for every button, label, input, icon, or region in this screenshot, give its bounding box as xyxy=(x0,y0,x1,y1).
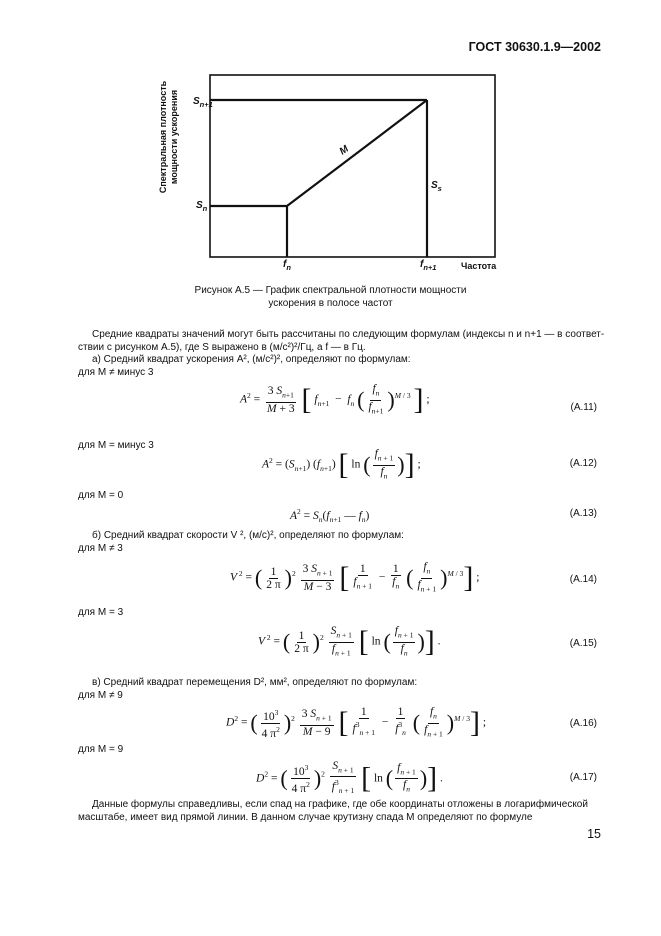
closing-paragraph: Данные формулы справедливы, если спад на графике, где обе координаты отложены в логарифмической масштабе, имеет вид прямой линии. В данном случае крутизну спада M определяют по формуле xyxy=(78,799,588,823)
equation-number-a13: (А.13) xyxy=(569,508,597,519)
intro-paragraph: Средние квадраты значений могут быть рассчитаны по следующим формулам (индексы n и n+1 — в соответ- ствии с рисунком А.5), где S выражено в (м/с²)²/Гц, а f — в Гц. а) Средний квадрат ускорения A², (м/с²)², определяют по формулам: для M ≠ минус 3 xyxy=(78,329,605,378)
equation-number-a14: (А.14) xyxy=(569,574,597,585)
label-f-n1: $f_{n+1}$ xyxy=(420,259,437,272)
label-s-s: $S_s$ xyxy=(431,180,442,193)
equation-number-a17: (А.17) xyxy=(569,772,597,783)
label-s-n1: $S_{n+1}$ xyxy=(193,96,213,109)
equation-number-a16: (А.16) xyxy=(569,718,597,729)
label-m: M xyxy=(337,143,351,158)
y-axis-label xyxy=(158,62,180,212)
slope-line-m xyxy=(287,100,427,206)
equation-number-a12: (А.12) xyxy=(569,458,597,469)
x-axis-label: Частота xyxy=(461,261,497,271)
equation-a17: $D^2$ = ( $\frac{10^3}{4 \pi^2}$ )$^2$ $\frac{S_{n + 1}}{f^3_{n + 1}}$ [ ln ( $\frac{f_{n + 1}}{f_n}$ )] . xyxy=(256,760,443,796)
condition-m-eq-0: для M = 0 xyxy=(78,490,124,501)
figure-caption-line1: Рисунок А.5 — График спектральной плотности мощности xyxy=(194,285,467,296)
label-f-n: $f_n$ xyxy=(283,259,291,272)
equation-a13: $A^2 = S_n(f_{n+1}$ — $f_n$) xyxy=(290,507,370,525)
equation-a16: $D^2$ = ( $\frac{10^3}{4 \pi^2}$ )$^2$ $\frac{3 S_{n + 1}}{M - 9}$ [ $\frac{1}{f^3_{n + 1}}$ − $\frac{1}{f^3_n}$ ( $\frac{f_n}{f_{n + 1}}$ )$^{M / 3}$] ; xyxy=(226,706,487,740)
equation-number-a11: (А.11) xyxy=(570,402,597,413)
y-axis-label-line2: мощности ускорения xyxy=(169,89,179,185)
figure-caption-line2: ускорения в полосе частот xyxy=(268,298,393,309)
condition-m-eq-minus3: для M = минус 3 xyxy=(78,440,154,451)
equation-a15: V $^2$ = ( $\frac{1}{2 \pi}$ )$^2$ $\frac{S_{n + 1}}{f_{n + 1}}$ [ ln ( $\frac{f_{n + 1}}{f_n}$ )] . xyxy=(258,625,441,658)
condition-m-eq-9: для M = 9 xyxy=(78,744,124,755)
condition-m-eq-3: для M = 3 xyxy=(78,607,124,618)
displacement-heading: в) Средний квадрат перемещения D², мм², определяют по формулам: для M ≠ 9 xyxy=(78,677,418,701)
label-s-n: $S_n$ xyxy=(196,200,208,213)
document-header: ГОСТ 30630.1.9—2002 xyxy=(468,40,601,54)
figure-caption xyxy=(0,284,661,310)
page-number: 15 xyxy=(587,827,601,841)
graph-frame xyxy=(210,75,495,257)
equation-number-a15: (А.15) xyxy=(569,638,597,649)
velocity-heading: б) Средний квадрат скорости V ², (м/с)², определяют по формулам: для M ≠ 3 xyxy=(78,530,404,554)
equation-a14: V $^2$ = ( $\frac{1}{2 \pi}$ )$^2$ $\frac{3 S_{n + 1}}{M - 3}$ [ $\frac{1}{f_{n + 1}}$ − $\frac{1}{f_n}$ ( $\frac{f_n}{f_{n + 1}}$ )$^{M / 3}$] ; xyxy=(230,561,480,594)
equation-a12: $A^2 = (S_{n+1})$ $(f_{n+1})$ [ ln ( $\frac{f_{n + 1}}{f_n}$ )] ; xyxy=(262,448,421,481)
y-axis-label-line1: Спектральная плотность xyxy=(158,80,168,194)
equation-a11: $A^2$ = $\frac{3 S_{n+1}}{M + 3}$ [ $f_{n+1} - f_n$ ( $\frac{f_n}{f_{n+1}}$ )$^{M / 3}$ ] ; xyxy=(240,383,430,416)
